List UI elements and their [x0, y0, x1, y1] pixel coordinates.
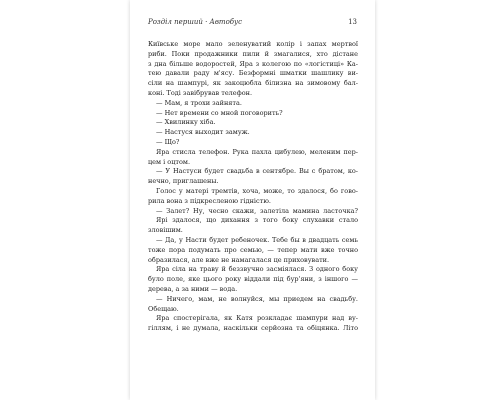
text-line: — У Настуси будет свадьба в сентябре. Вы с братом, ко- [156, 167, 358, 176]
page-number: 13 [348, 18, 357, 26]
text-line: — Що? [156, 137, 180, 146]
text-line: образилася, але вже не намагалася це приховувати. [148, 255, 330, 264]
running-head [148, 16, 357, 30]
text-line: було поле, яке цього року віддали під бур'яни, з іншого — [148, 275, 358, 284]
chapter-title: Розділ перший · Автобус [148, 18, 243, 26]
text-line: з дна більше водоростей, Яра з колегою по «логістиці» Ка- [148, 59, 358, 68]
text-line: — Хвилинку хіба. [156, 118, 216, 127]
text-line: Голос у матері тремтів, хоча, може, то здалося, бо гово- [156, 186, 358, 195]
text-line: Яра сіла на траву й беззвучно засміялася. З одного боку [156, 265, 358, 274]
text-line: — Мам, я трохи зайнята. [156, 98, 242, 107]
text-line: тоже пора подумать про семью, — тепер мати вже точно [148, 245, 358, 254]
text-line: Ярі здалося, що дихання з того боку слухавки стало [156, 216, 358, 225]
text-line: коні. Тоді завібрував телефон. [148, 88, 253, 97]
text-line: цем і оцтом. [148, 157, 191, 166]
text-line: дерева, а за ними — вода. [148, 284, 238, 293]
text-line: риби. Поки продажники пили й змагалися, хто дістане [148, 49, 358, 58]
text-line: сіли на шампурі, як закоцюбла білизна на зимовому бал- [148, 79, 358, 88]
text-line: Яра стисла телефон. Рука пахла цибулею, меленим пер- [156, 147, 358, 156]
text-line: Обещаю. [148, 304, 179, 313]
text-line: зловішим. [148, 226, 183, 235]
text-line: тею давали раду м'ясу. Безформні шматки шашлику ви- [148, 69, 358, 78]
text-line: — Настуся выходит замуж. [156, 128, 250, 137]
text-line: — Да, у Насти будет ребеночек. Тебе бы в двадцать семь [156, 235, 358, 244]
text-line: — Нет времени со мной поговорить? [156, 108, 283, 117]
text-line: Яра спостерігала, як Катя розкладає шампури над ву- [156, 314, 358, 323]
book-page [130, 0, 375, 400]
text-line: нечно, приглашены. [148, 177, 219, 186]
text-line: Київське море мало зеленуватий колір і запах мертвої [148, 40, 358, 48]
text-line: — Ничего, мам, не волнуйся, мы приедем на свадьбу. [156, 294, 358, 303]
text-line: — Залет? Ну, чесно скажи, залетіла мамина ласточка? [156, 206, 358, 215]
text-line: гіллям, і не думала, наскільки серйозна та обіцянка. Літо [148, 324, 358, 333]
body-text [148, 40, 358, 334]
text-line: рила вона з підкресленою гідністю. [148, 196, 271, 205]
